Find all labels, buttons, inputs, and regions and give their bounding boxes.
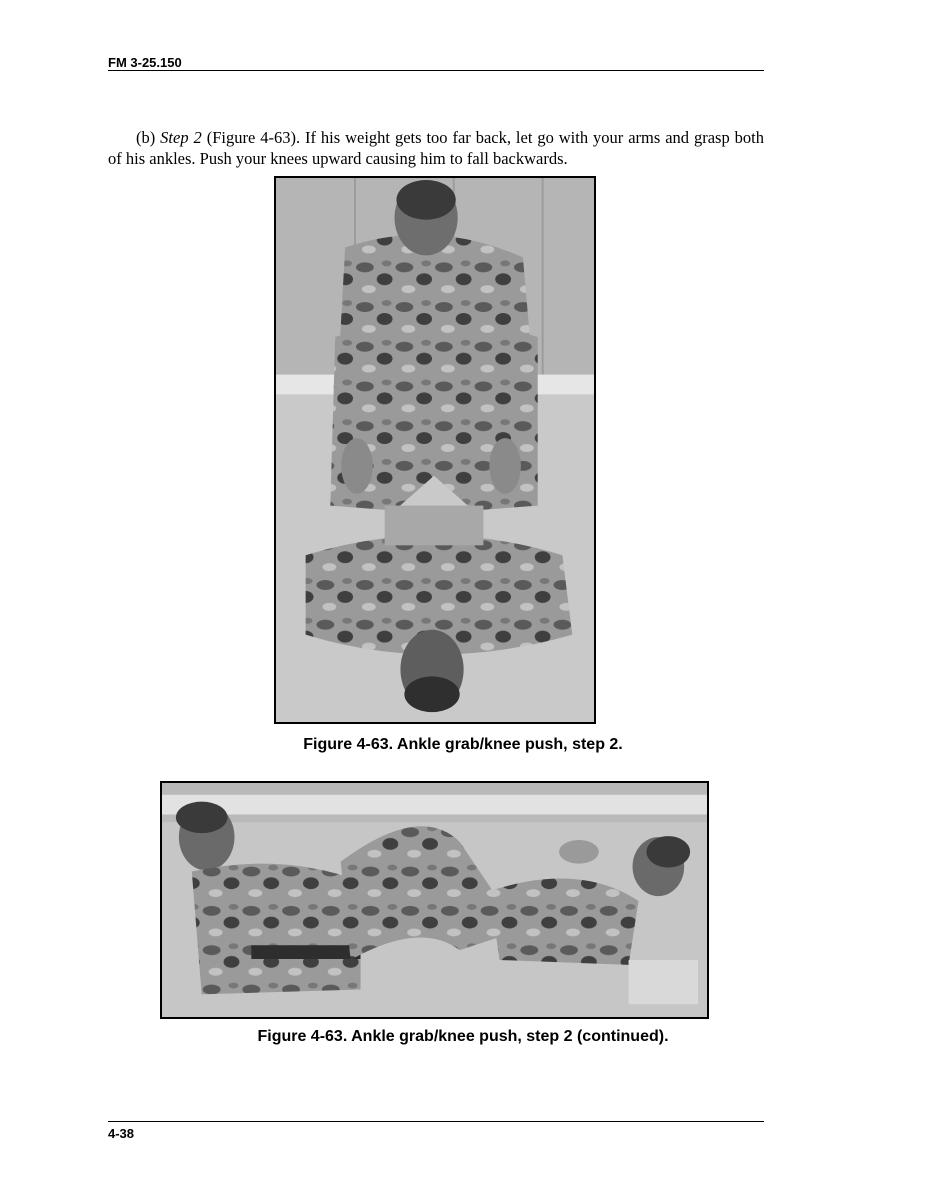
header-rule (108, 70, 764, 71)
figure-photo-step-2 (274, 176, 596, 724)
footer-rule (170, 1121, 764, 1122)
figure-photo-step-2-continued (160, 781, 709, 1019)
body-paragraph (108, 127, 764, 169)
step-label: Step 2 (160, 127, 202, 147)
photo-illustration (276, 178, 594, 722)
paragraph-lead: (b) (136, 127, 161, 147)
figure-caption: Figure 4-63. Ankle grab/knee push, step 2. (303, 736, 623, 753)
figure-caption-continued: Figure 4-63. Ankle grab/knee push, step 2 (continued). (257, 1028, 669, 1045)
running-header: FM 3-25.150 (108, 55, 182, 70)
page-number: 4-38 (108, 1126, 135, 1141)
photo-illustration (162, 783, 707, 1017)
paragraph-body: (Figure 4-63). If his weight gets too far back, let go with your arms and grasp both of his ankles. Push your knees upward causing him to fall backwards. (108, 127, 764, 168)
footer-rule-left (108, 1121, 170, 1122)
